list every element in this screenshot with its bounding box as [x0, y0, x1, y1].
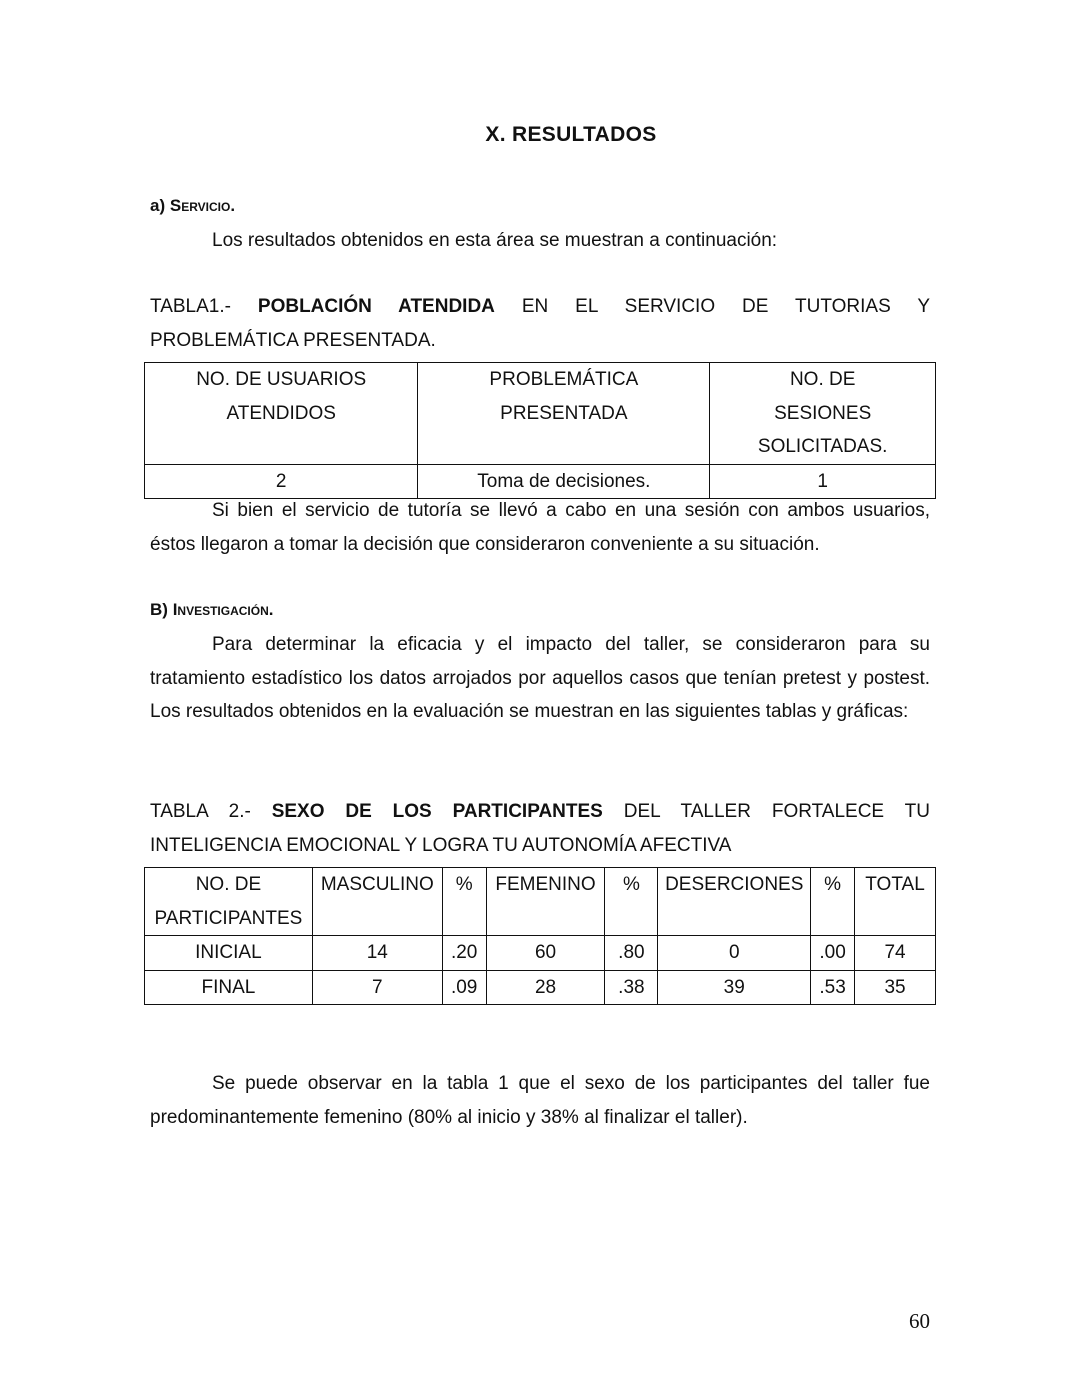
table2-cell: 60	[486, 936, 605, 971]
table2-cell: 35	[855, 970, 936, 1005]
table2-caption-bold: SEXO DE LOS PARTICIPANTES	[271, 801, 603, 822]
conclusion-paragraph	[150, 1067, 930, 1134]
table2-header-cell: NO. DE PARTICIPANTES	[145, 868, 313, 936]
page-number: 60	[909, 1309, 930, 1333]
table-row	[145, 970, 936, 1005]
table2-header-cell: DESERCIONES	[658, 868, 811, 936]
table2-caption	[150, 795, 930, 862]
section-b-word: Investigación.	[172, 600, 274, 619]
table2-cell: .20	[442, 936, 486, 971]
table1	[144, 362, 936, 499]
table1-cell: 2	[145, 464, 418, 499]
table2-caption-line2: INTELIGENCIA EMOCIONAL Y LOGRA TU AUTONOMÍA AFECTIVA	[150, 834, 732, 856]
table2-cell: FINAL	[145, 970, 313, 1005]
table2-cell: .53	[811, 970, 855, 1005]
section-a-intro	[150, 224, 930, 258]
table2-cell: 14	[312, 936, 442, 971]
table2-cell: .09	[442, 970, 486, 1005]
conclusion-text: Se puede observar en la tabla 1 que el sexo de los participantes del taller fue predominantemente femenino (80% al inicio y 38% al finalizar el taller).	[150, 1073, 930, 1128]
table2-caption-line1	[150, 795, 930, 829]
table2-header-cell: FEMENINO	[486, 868, 605, 936]
table1-header-cell: NO. DE SESIONES SOLICITADAS.	[710, 363, 936, 465]
table1-caption-line1	[150, 290, 930, 324]
table2-header-cell: MASCULINO	[312, 868, 442, 936]
table1-header-cell: NO. DE USUARIOS ATENDIDOS	[145, 363, 418, 465]
table-row	[145, 936, 936, 971]
table2-cell: 74	[855, 936, 936, 971]
section-a-word: Servicio.	[169, 196, 236, 215]
table1-caption-bold: POBLACIÓN ATENDIDA	[257, 296, 495, 317]
table2-header-cell: %	[811, 868, 855, 936]
table2-cell: 39	[658, 970, 811, 1005]
table2-header-cell: TOTAL	[855, 868, 936, 936]
table1-commentary	[150, 494, 930, 561]
table1-header-cell: PROBLEMÁTICA PRESENTADA	[418, 363, 710, 465]
table2-header-cell: %	[605, 868, 658, 936]
table1-commentary-text: Si bien el servicio de tutoría se llevó a cabo en una sesión con ambos usuarios, éstos llegaron a tomar la decisión que consideraron conveniente a su situación.	[150, 500, 930, 555]
table1-caption-line2: PROBLEMÁTICA PRESENTADA.	[150, 329, 436, 351]
section-b-heading	[150, 600, 273, 620]
section-b-prefix: B)	[150, 600, 168, 619]
section-a-prefix: a)	[150, 196, 166, 215]
section-a-intro-text: Los resultados obtenidos en esta área se muestran a continuación:	[212, 230, 778, 251]
table2-cell: 0	[658, 936, 811, 971]
table2-caption-rest: DEL TALLER FORTALECE TU	[623, 801, 930, 822]
table1-caption-rest: EN EL SERVICIO DE TUTORIAS Y	[521, 296, 931, 317]
page-title: X. RESULTADOS	[485, 123, 657, 146]
table2-cell: .80	[605, 936, 658, 971]
section-b-intro	[150, 628, 930, 729]
table1-header-row	[145, 363, 936, 465]
table1-cell: Toma de decisiones.	[418, 464, 710, 499]
section-b-intro-text: Para determinar la eficacia y el impacto del taller, se consideraron para su tratamiento estadístico los datos arrojados por aquellos casos que tenían pretest y postest. Los resultados obtenidos en la evaluación se muestran en las siguientes tablas y gráficas:	[150, 634, 930, 722]
table2-cell: .00	[811, 936, 855, 971]
table2-header-cell: %	[442, 868, 486, 936]
table2-cell: INICIAL	[145, 936, 313, 971]
table2-caption-prefix: TABLA 2.-	[150, 801, 251, 822]
section-a-heading	[150, 196, 235, 216]
table1-caption	[150, 290, 930, 357]
table2-cell: .38	[605, 970, 658, 1005]
table1-caption-prefix: TABLA1.-	[150, 296, 231, 317]
table2-cell: 7	[312, 970, 442, 1005]
table2-cell: 28	[486, 970, 605, 1005]
table2	[144, 867, 936, 1005]
table1-cell: 1	[710, 464, 936, 499]
table2-header-row	[145, 868, 936, 936]
